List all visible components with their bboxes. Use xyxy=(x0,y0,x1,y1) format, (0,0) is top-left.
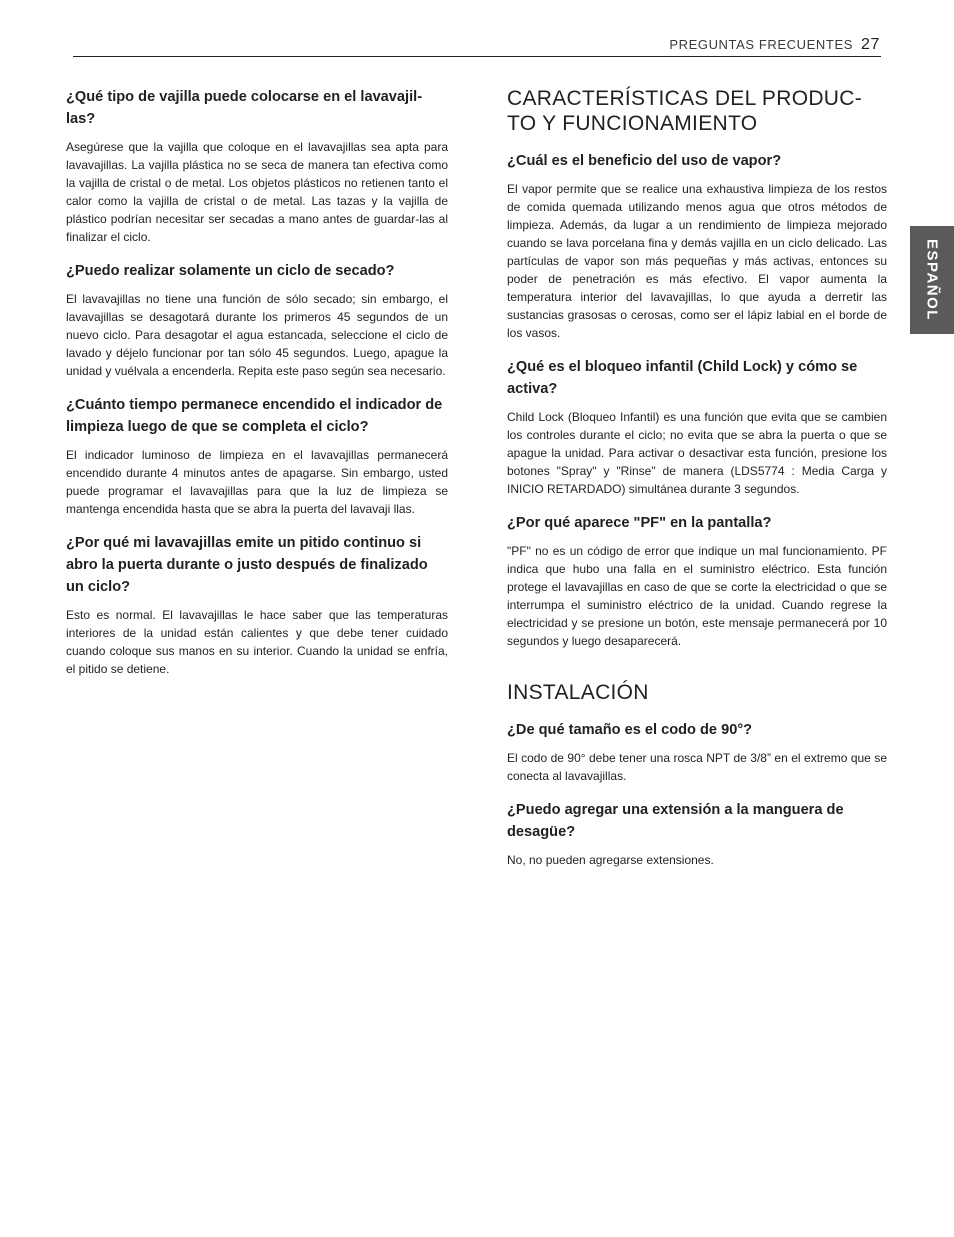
right-column xyxy=(507,86,887,883)
section-title-instalacion: INSTALACIÓN xyxy=(507,681,649,704)
left-column xyxy=(66,86,448,692)
faq-answer: Asegúrese que la vajilla que coloque en el lavavajillas sea apta para lavavajillas. La vajilla plástica no se seca de manera tan efectiva como la vajilla de cristal o de metal. Los objetos plásticos no retienen tanto el calor como la vajilla de cristal o de metal. Las tazas y la vajilla de plástico podrían necesitar ser secadas a mano antes de guardar-las al finalizar el ciclo. xyxy=(66,140,448,244)
faq-answer: El lavavajillas no tiene una función de sólo secado; sin embargo, el lavavajillas se desagotará durante los primeros 45 segundos de un nuevo ciclo. Para desagotar el agua estancada, seleccione el ciclo de lavado y déjelo funcionar por tan sólo 45 segundos. Luego, apague la unidad y vuélvala a encenderla. Repita este paso según sea necesario. xyxy=(66,292,448,378)
header-divider xyxy=(73,56,881,57)
faq-question: ¿Cuál es el beneficio del uso de vapor? xyxy=(507,153,782,169)
faq-question: ¿Puedo agregar una extensión a la manguera de desagüe? xyxy=(507,802,844,840)
section-title-caracteristicas: CARACTERÍSTICAS DEL PRODUC-TO Y FUNCIONAMIENTO xyxy=(507,87,863,135)
faq-answer: Esto es normal. El lavavajillas le hace saber que las temperaturas interiores de la unidad están calientes y que debe tener cuidado cuando coloque sus manos en su interior. Cuando la unidad se enfría, el pitido se detiene. xyxy=(66,608,448,676)
faq-question: ¿Cuánto tiempo permanece encendido el indicador de limpieza luego de que se completa el ciclo? xyxy=(66,397,443,435)
faq-answer: Child Lock (Bloqueo Infantil) es una función que evita que se cambien los controles durante el ciclo; no evita que se abra la puerta o que se apague la unidad. Para activar o desactivar esta función, presione los botones "Spray" y "Rinse" de manera (LDS5774 : Media Carga y INICIO RETARDADO) simultánea durante 3 segundos. xyxy=(507,410,887,496)
faq-answer: El vapor permite que se realice una exhaustiva limpieza de los restos de comida quemada utilizando menos agua que otros métodos de limpieza. Además, da lugar a un rendimiento de limpieza mejorado cuando se lava porcelana fina y demás vajilla en un ciclo delicado. Las partículas de vapor son más pequeñas y más activas, entonces su poder de penetración es más efectivo. El vapor aumenta la temperatura interior del lavavajillas, lo que ayuda a derretir las sustancias grasosas o cerosas, como ser el lápiz labial en el borde de los vasos. xyxy=(507,182,887,340)
faq-question: ¿De qué tamaño es el codo de 90°? xyxy=(507,722,753,738)
faq-answer: "PF" no es un código de error que indique un mal funcionamiento. PF indica que hubo una falla en el suministro eléctrico. Esta función protege el lavavajillas en caso de que se corte la electricidad o que se interrumpa el suministro eléctrico de la unidad. Cuando regrese la electricidad y se presione un botón, este mensaje permanecerá por 10 segundos y luego desaparecerá. xyxy=(507,544,887,648)
header-section-title: PREGUNTAS FRECUENTES xyxy=(669,37,853,52)
faq-answer: El codo de 90° debe tener una rosca NPT de 3/8” en el extremo que se conecta al lavavajillas. xyxy=(507,751,887,783)
faq-item xyxy=(66,394,448,518)
faq-item xyxy=(507,512,887,650)
section-spacer xyxy=(507,664,887,680)
faq-answer: No, no pueden agregarse extensiones. xyxy=(507,853,714,867)
running-header xyxy=(669,36,880,54)
faq-item xyxy=(507,356,887,498)
faq-question: ¿Qué es el bloqueo infantil (Child Lock) y cómo se activa? xyxy=(507,359,858,397)
faq-answer: El indicador luminoso de limpieza en el lavavajillas permanecerá encendido durante 4 minutos antes de apagarse. Sin embargo, usted puede programar el lavavajillas para que la luz de limpieza se mantenga encendida hasta que se abra la puerta del lavavaji llas. xyxy=(66,448,448,516)
faq-item xyxy=(507,799,887,869)
faq-question: ¿Qué tipo de vajilla puede colocarse en el lavavajil-las? xyxy=(66,89,423,127)
faq-question: ¿Por qué mi lavavajillas emite un pitido continuo si abro la puerta durante o justo después de finalizado un ciclo? xyxy=(66,535,428,595)
faq-item xyxy=(507,719,887,785)
page-number: 27 xyxy=(861,36,880,53)
language-side-tab xyxy=(910,226,954,334)
faq-item xyxy=(66,532,448,678)
faq-item xyxy=(66,86,448,246)
faq-question: ¿Puedo realizar solamente un ciclo de secado? xyxy=(66,263,395,279)
faq-item xyxy=(66,260,448,380)
faq-question: ¿Por qué aparece "PF" en la pantalla? xyxy=(507,515,772,531)
faq-item xyxy=(507,150,887,342)
language-tab-label: ESPAÑOL xyxy=(923,239,941,321)
